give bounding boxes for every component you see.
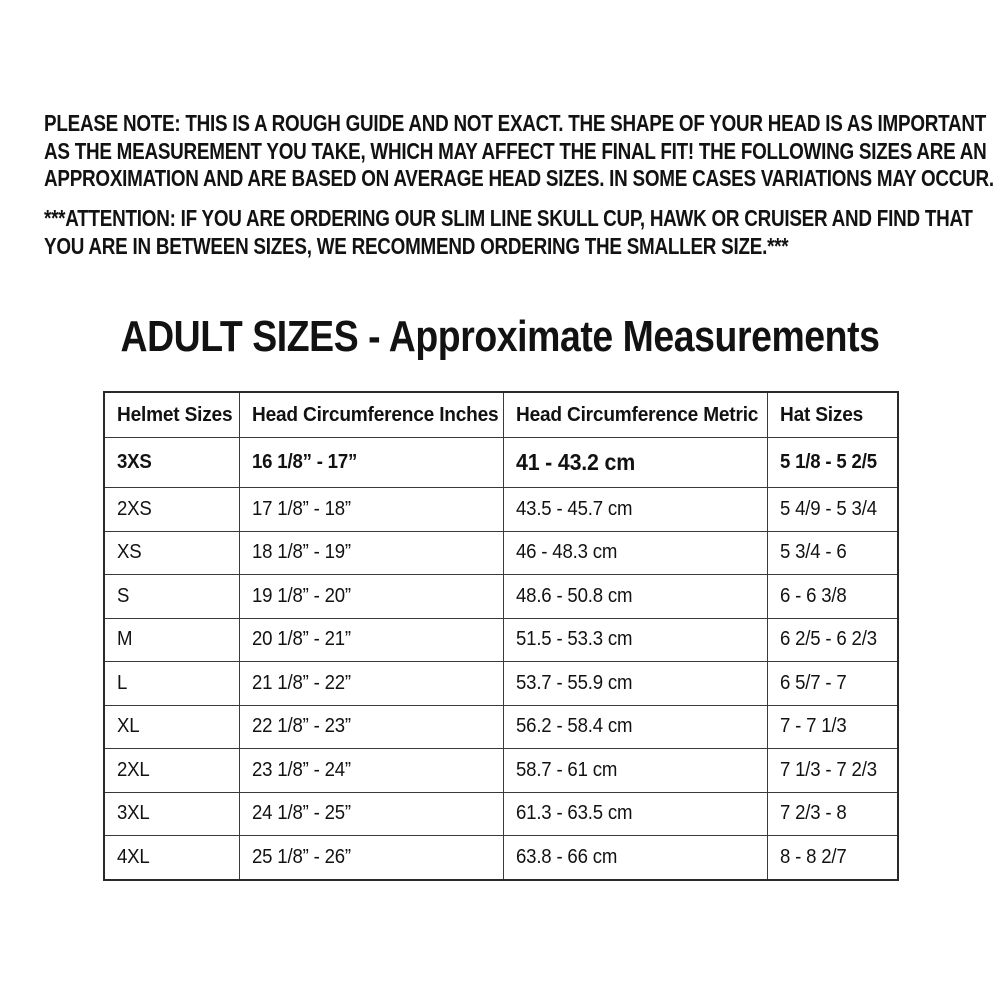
hat-size-cell <box>767 792 898 835</box>
helmet-size-cell <box>104 575 239 618</box>
helmet-size-value: 2XS <box>117 497 152 520</box>
table-row-4xl <box>104 836 898 880</box>
col-header-hat-sizes-label: Hat Sizes <box>779 402 863 426</box>
note-line-3: APPROXIMATION AND ARE BASED ON AVERAGE HEAD SIZES. IN SOME CASES VARIATIONS MAY OCCUR. <box>44 165 994 191</box>
helmet-size-cell <box>104 437 239 488</box>
inches-value: 23 1/8” - 24” <box>251 758 351 781</box>
table-row-3xs <box>104 437 898 488</box>
inches-cell <box>239 662 503 705</box>
helmet-size-cell <box>104 618 239 661</box>
metric-cell <box>503 531 767 574</box>
metric-cell <box>503 792 767 835</box>
col-header-circumference-metric <box>503 392 767 437</box>
hat-size-value: 6 2/5 - 6 2/3 <box>779 628 877 651</box>
inches-value: 16 1/8” - 17” <box>251 450 357 473</box>
col-header-hat-sizes <box>767 392 898 437</box>
metric-value: 46 - 48.3 cm <box>515 541 617 564</box>
metric-cell <box>503 437 767 488</box>
metric-value: 56.2 - 58.4 cm <box>515 715 632 738</box>
hat-size-value: 6 - 6 3/8 <box>779 584 847 607</box>
inches-cell <box>239 792 503 835</box>
metric-value: 58.7 - 61 cm <box>515 758 617 781</box>
inches-value: 21 1/8” - 22” <box>251 671 351 694</box>
metric-value: 51.5 - 53.3 cm <box>515 628 632 651</box>
inches-cell <box>239 749 503 792</box>
inches-value: 18 1/8” - 19” <box>251 541 351 564</box>
metric-cell <box>503 575 767 618</box>
metric-value: 43.5 - 45.7 cm <box>515 497 632 520</box>
table-header-row <box>104 392 898 437</box>
table-row-3xl <box>104 792 898 835</box>
hat-size-value: 7 - 7 1/3 <box>779 715 847 738</box>
metric-value: 48.6 - 50.8 cm <box>515 584 632 607</box>
metric-cell <box>503 488 767 531</box>
hat-size-cell <box>767 488 898 531</box>
col-header-circumference-metric-label: Head Circumference Metric <box>515 402 758 426</box>
helmet-size-value: 4XL <box>117 846 150 869</box>
inches-value: 20 1/8” - 21” <box>251 628 351 651</box>
table-row-xl <box>104 705 898 748</box>
hat-size-cell <box>767 531 898 574</box>
hat-size-value: 6 5/7 - 7 <box>779 671 847 694</box>
table-row-2xl <box>104 749 898 792</box>
inches-cell <box>239 575 503 618</box>
hat-size-value: 5 4/9 - 5 3/4 <box>779 497 877 520</box>
adult-sizes-table <box>103 391 899 881</box>
helmet-size-value: XS <box>117 541 142 564</box>
note-line-1: PLEASE NOTE: THIS IS A ROUGH GUIDE AND NOT EXACT. THE SHAPE OF YOUR HEAD IS AS IMPORTANT <box>44 110 987 136</box>
metric-cell <box>503 662 767 705</box>
inches-cell <box>239 705 503 748</box>
inches-cell <box>239 836 503 880</box>
page-title: ADULT SIZES - Approximate Measurements <box>120 312 880 361</box>
metric-cell <box>503 705 767 748</box>
hat-size-cell <box>767 437 898 488</box>
metric-value: 61.3 - 63.5 cm <box>515 802 632 825</box>
metric-value: 63.8 - 66 cm <box>515 846 617 869</box>
please-note-paragraph <box>44 110 1000 193</box>
hat-size-cell <box>767 836 898 880</box>
hat-size-cell <box>767 618 898 661</box>
helmet-size-value: 3XL <box>117 802 150 825</box>
helmet-size-value: XL <box>117 715 140 738</box>
helmet-size-cell <box>104 749 239 792</box>
col-header-helmet-sizes <box>104 392 239 437</box>
hat-size-cell <box>767 575 898 618</box>
metric-value: 53.7 - 55.9 cm <box>515 671 632 694</box>
attention-line-1: ***ATTENTION: IF YOU ARE ORDERING OUR SLIM LINE SKULL CUP, HAWK OR CRUISER AND FIND THAT <box>44 205 973 231</box>
hat-size-value: 5 3/4 - 6 <box>779 541 847 564</box>
helmet-size-cell <box>104 662 239 705</box>
hat-size-cell <box>767 749 898 792</box>
table-row-l <box>104 662 898 705</box>
helmet-size-value: 3XS <box>117 450 152 473</box>
col-header-helmet-sizes-label: Helmet Sizes <box>117 402 233 426</box>
hat-size-cell <box>767 662 898 705</box>
inches-cell <box>239 531 503 574</box>
helmet-size-cell <box>104 488 239 531</box>
col-header-circumference-inches <box>239 392 503 437</box>
inches-value: 17 1/8” - 18” <box>251 497 351 520</box>
helmet-size-value: S <box>117 584 130 607</box>
inches-value: 19 1/8” - 20” <box>251 584 351 607</box>
table-row-m <box>104 618 898 661</box>
table-row-xs <box>104 531 898 574</box>
inches-value: 24 1/8” - 25” <box>251 802 351 825</box>
hat-size-value: 7 2/3 - 8 <box>779 802 847 825</box>
metric-cell <box>503 618 767 661</box>
hat-size-cell <box>767 705 898 748</box>
helmet-size-cell <box>104 792 239 835</box>
helmet-size-cell <box>104 836 239 880</box>
inches-value: 22 1/8” - 23” <box>251 715 351 738</box>
helmet-size-cell <box>104 531 239 574</box>
metric-cell <box>503 836 767 880</box>
inches-cell <box>239 437 503 488</box>
attention-line-2: YOU ARE IN BETWEEN SIZES, WE RECOMMEND ORDERING THE SMALLER SIZE.*** <box>44 232 789 259</box>
table-row-2xs <box>104 488 898 531</box>
table-row-s <box>104 575 898 618</box>
inches-cell <box>239 618 503 661</box>
col-header-circumference-inches-label: Head Circumference Inches <box>251 402 498 426</box>
inches-value: 25 1/8” - 26” <box>251 846 351 869</box>
attention-paragraph <box>44 205 1000 260</box>
hat-size-value: 7 1/3 - 7 2/3 <box>779 758 877 781</box>
note-line-2: AS THE MEASUREMENT YOU TAKE, WHICH MAY AFFECT THE FINAL FIT! THE FOLLOWING SIZES ARE AN <box>44 137 987 164</box>
helmet-size-value: 2XL <box>117 758 150 781</box>
metric-value: 41 - 43.2 cm <box>515 448 635 475</box>
helmet-size-value: L <box>117 671 128 694</box>
hat-size-value: 8 - 8 2/7 <box>779 846 847 869</box>
metric-cell <box>503 749 767 792</box>
hat-size-value: 5 1/8 - 5 2/5 <box>779 450 877 473</box>
helmet-size-cell <box>104 705 239 748</box>
inches-cell <box>239 488 503 531</box>
helmet-size-value: M <box>117 628 133 651</box>
